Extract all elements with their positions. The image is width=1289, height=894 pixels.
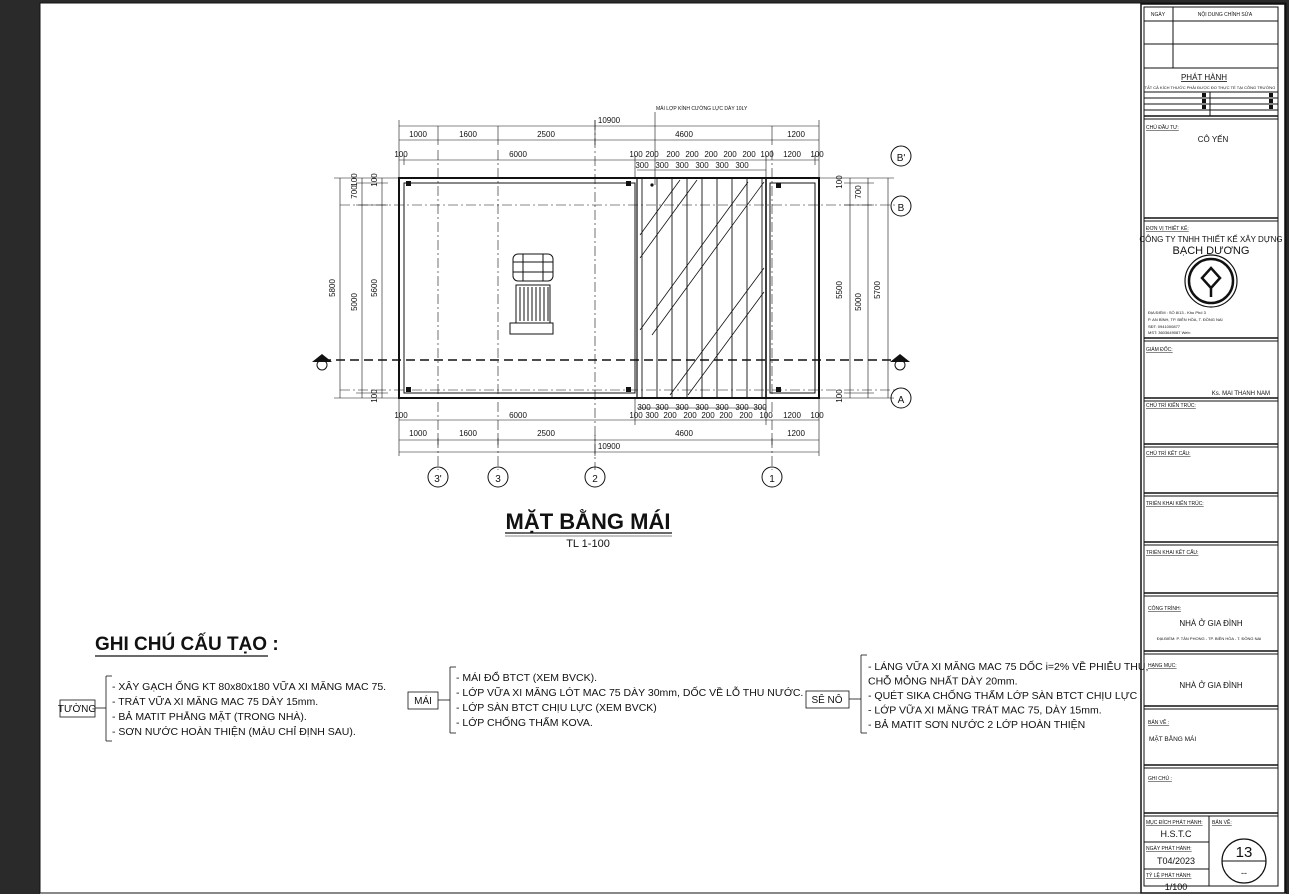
dim-bottom-3: 1600 [459,429,477,438]
notes-label: GHI CHÚ : [1148,776,1172,782]
note-lines [112,659,1148,738]
axis-labels [434,153,905,485]
designer-label: ĐƠN VỊ THIẾT KẾ: [1146,226,1189,232]
dim-top-2: 200 [742,150,756,159]
item-label: HẠNG MỤC: [1148,663,1177,669]
header-content: NỘI DUNG CHỈNH SỬA [1197,12,1253,18]
dim-top-3: 300 [735,161,749,170]
dim-bottom-2: 200 [683,411,697,420]
dim-bottom-2: 100 [810,411,824,420]
dim-left: 100 [370,173,379,187]
paper-border [40,3,1286,893]
dim-top-2: 200 [666,150,680,159]
dim-left: 700 [350,185,359,199]
designer-brand: BẠCH DƯƠNG [1172,245,1250,257]
roof-note-line: - LỚP VỮA XI MĂNG LÓT MAC 75 DÀY 30mm, DỐC VỀ LỖ THU NƯỚC. [456,687,804,699]
wall-note-line: - TRÁT VỮA XI MĂNG MAC 75 DÀY 15mm. [112,696,319,708]
ledge-note-line: - QUÉT SIKA CHỐNG THẤM LỚP SÀN BTCT CHỊU LỰC [868,690,1138,702]
dim-top-2: 100 [629,150,643,159]
dim-bottom-2: 200 [739,411,753,420]
dimension-labels [328,130,882,438]
dim-top-1: 2500 [537,130,555,139]
dim-top-2: 200 [704,150,718,159]
dim-bottom-2: 1200 [783,411,801,420]
dim-bottom-1: 300 [695,403,709,412]
arch-dev-label: TRIỂN KHAI KIẾN TRÚC: [1146,501,1204,507]
dim-right: 5500 [835,281,844,299]
axis-label-y: B' [896,153,906,164]
owner-value: CÔ YẾN [1197,135,1229,144]
designer-addr2: P. AN BÌNH, TP. BIÊN HÒA, T. ĐỒNG NAI [1148,317,1223,322]
axis-label-x: 3' [434,474,442,485]
arch-lead-label: CHỦ TRÌ KIẾN TRÚC: [1146,403,1196,409]
project-label: CÔNG TRÌNH: [1148,606,1181,612]
dim-bottom-2: 100 [629,411,643,420]
dim-top-1: 1000 [409,130,427,139]
dim-bottom-2: 200 [663,411,677,420]
plan-title: MẶT BẰNG MÁI [505,509,671,534]
water-tank [510,254,553,334]
dim-top-1: 4600 [675,130,693,139]
date-value: T04/2023 [1156,856,1196,866]
director-value: Ks. MAI THANH NAM [1211,391,1270,397]
dim-bottom-1: 300 [715,403,729,412]
dim-bottom-2: 200 [701,411,715,420]
glass-mullions [642,178,762,398]
director-label: GIÁM ĐỐC: [1146,347,1173,353]
roof-note-line: - LỚP CHỐNG THẤM KOVA. [456,717,593,729]
wall-note-line: - SƠN NƯỚC HOÀN THIỆN (MÀU CHỈ ĐỊNH SAU). [112,726,356,738]
dim-right: 100 [835,389,844,403]
dim-bottom-1: 300 [753,403,767,412]
issue-checkboxes [1202,93,1273,109]
right-bay [766,178,819,398]
dim-left: 100 [370,389,379,403]
designer-tax: MST: 3603649087 Web: [1148,330,1191,335]
dim-top-3: 300 [675,161,689,170]
dim-bottom-2: 100 [394,411,408,420]
dim-top-1: 1200 [787,130,805,139]
axis-label-x: 1 [769,474,775,485]
dim-bottom-1: 300 [735,403,749,412]
dim-top-1: 1600 [459,130,477,139]
header-date: NGÀY [1150,12,1166,18]
dim-left: 5800 [328,279,337,297]
glass-note: MÁI LỢP KÍNH CƯỜNG LỰC DÀY 10LY [656,106,748,112]
roof-note-line: - MÁI ĐỔ BTCT (XEM BVCK). [456,672,597,684]
designer-addr1: ĐỊA ĐIỂM : SỐ 8/13 - Khu Phố 3 [1148,310,1206,315]
designer-phone: SĐT: 0941000877 [1148,324,1181,329]
purpose-value: H.S.T.C [1160,829,1192,839]
notes-heading: GHI CHÚ CẤU TẠO : [95,634,279,655]
issue-title: PHÁT HÀNH [1180,73,1228,82]
dim-bottom-1: 300 [675,403,689,412]
dim-bottom-2: 100 [759,411,773,420]
left-dimensions [334,178,399,398]
drawing-value: MẶT BẰNG MÁI [1149,736,1197,743]
dim-right: 5000 [854,293,863,311]
dim-top-3: 300 [715,161,729,170]
dim-bottom-2: 200 [719,411,733,420]
struct-lead-label: CHỦ TRÌ KẾT CẤU: [1146,451,1191,457]
dim-bottom-3: 4600 [675,429,693,438]
ledge-label: SÊ NÔ [811,695,843,706]
drawing-label: BẢN VẼ : [1148,720,1170,726]
sheet-label: BẢN VẼ: [1212,820,1232,826]
dim-left: 5000 [350,293,359,311]
dim-left: 100 [350,173,359,187]
dim-top-3: 300 [655,161,669,170]
total-top: 10900 [597,116,621,125]
item-value: NHÀ Ở GIA ĐÌNH [1179,681,1243,690]
dim-bottom-3: 1000 [409,429,427,438]
roof-outline [399,178,819,398]
dim-top-2: 100 [810,150,824,159]
ledge-note-line: - LỚP VỮA XI MĂNG TRÁT MAC 75, DÀY 15mm. [868,704,1102,717]
ledge-note-line: CHỖ MỎNG NHẤT DÀY 20mm. [868,675,1018,688]
dim-bottom-2: 6000 [509,411,527,420]
owner-label: CHỦ ĐẦU TƯ: [1146,125,1179,131]
ledge-note-line: - LÁNG VỮA XI MĂNG MAC 75 DỐC i=2% VỀ PHIỄU THU, [868,661,1149,673]
dim-top-2: 1200 [783,150,801,159]
project-value: NHÀ Ở GIA ĐÌNH [1179,619,1243,628]
axis-label-x: 2 [592,474,598,485]
dim-top-2: 6000 [509,150,527,159]
roof-label: MÁI [414,696,432,707]
wall-note-line: - XÂY GẠCH ỐNG KT 80x80x180 VỮA XI MĂNG MAC 75. [112,681,387,693]
issue-note: TẤT CẢ KÍCH THƯỚC PHẢI ĐƯỢC ĐO THỰC TẾ TẠI CÔNG TRƯỜNG [1144,85,1276,90]
ledge-note-line: - BẢ MATIT SƠN NƯỚC 2 LỚP HOÀN THIỆN [868,719,1086,731]
dim-top-2: 200 [685,150,699,159]
title-block-text [1139,11,1282,892]
date-label: NGÀY PHÁT HÀNH: [1146,846,1192,852]
dim-top-3: 300 [635,161,649,170]
roof-note-line: - LỚP SÀN BTCT CHỊU LỰC (XEM BVCK) [456,702,657,714]
plan-scale: TL 1-100 [566,538,610,550]
dim-bottom-3: 1200 [787,429,805,438]
dim-right: 700 [854,185,863,199]
sheet-sub: -- [1241,868,1247,878]
dim-top-3: 300 [695,161,709,170]
dim-top-2: 200 [645,150,659,159]
axis-label-y: B [897,203,905,214]
wall-label: TƯỜNG [57,704,97,715]
scale-value: 1/100 [1164,882,1188,892]
dim-top-2: 200 [723,150,737,159]
struct-dev-label: TRIỂN KHAI KẾT CẤU: [1146,550,1199,556]
axis-label-y: A [897,395,905,406]
sheet-number: 13 [1235,844,1253,861]
scale-label: TỶ LỆ PHÁT HÀNH: [1146,873,1192,879]
axis-label-x: 3 [495,474,501,485]
dim-top-2: 100 [760,150,774,159]
dim-bottom-3: 2500 [537,429,555,438]
dim-right: 100 [835,175,844,189]
dim-top-2: 100 [394,150,408,159]
dim-right: 5700 [873,281,882,299]
purpose-label: MỤC ĐÍCH PHÁT HÀNH: [1146,820,1203,826]
designer-company: CÔNG TY TNHH THIẾT KẾ XÂY DỰNG [1139,235,1283,244]
dim-left: 5600 [370,279,379,297]
project-addr: ĐỊA ĐIỂM: P. TÂN PHONG - TP. BIÊN HÒA - T. ĐỒNG NAI [1156,636,1262,641]
axis-bubbles [428,146,911,487]
right-dimensions [819,178,894,398]
total-bottom: 10900 [597,442,621,451]
dim-bottom-1: 300 [655,403,669,412]
plan-text [506,105,748,550]
dim-bottom-1: 300 [637,403,651,412]
dim-bottom-2: 300 [645,411,659,420]
wall-note-line: - BẢ MATIT PHẲNG MẶT (TRONG NHÀ). [112,711,307,723]
